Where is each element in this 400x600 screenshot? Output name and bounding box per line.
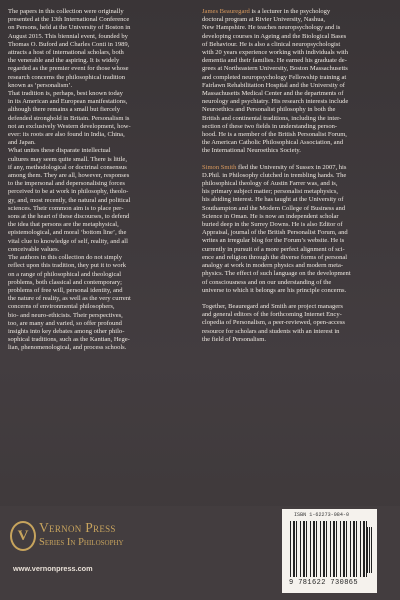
simon-smith-bio [202,164,388,295]
tradition-paragraph: That tradition is, perhaps, best known today in its American and European manifestations, although there remains a small but fiercely defended stronghold in Britain. Personalism is not an exclusively Western development, how- ever: its roots are also found in India, China, and Japan. [8,90,131,147]
closing-paragraph: Together, Beauregard and Smith are project managers and general editors of the forthcoming Internet Ency- clopedia of Personalism, a peer-reviewed, open-access resource for scholars and students with an interest in the field of Personalism. [202,302,345,343]
author-name: Simon Smith [202,163,237,171]
publisher-website: www.vernonpress.com [13,564,93,573]
bio-text: is a lecturer in the psychology doctoral program at Rivier University, Nashua, New Hampshire. He teaches neuropsychology and is developing courses in Ageing and the Biological Bases of Behaviour. He is also a clinical neuropsychologist with 20 years experience working with individuals with dementia and their families. He earned his graduate de- grees at Northeastern University, Boston Massachusetts and completed neuropsychology Fellowship training at Fairlawn Rehabilitation Hospital and the University of Massachusetts Medical Center and the departments of neurology and psychiatry. His research interests include Neuroethics and Personalist philosophy in both the British and continental traditions, including the inter- section of these two fields in understanding person- hood. He is a member of the British Personalist Forum, the American Catholic Philosophical Association, and the International Neuroethics Society. [202,8,349,155]
vernon-press-logo-icon: V [10,521,36,551]
publisher-name: Vernon Press [39,520,116,535]
intro-paragraph: The papers in this collection were originally presented at the 13th International Conference on Persons, held at the University of Boston in August 2015. This biennial event, founded by Thomas O. Buford and Charles Conti in 1989, attracts a host of international scholars, both the venerable and the aspiring. It is widely regarded as the premier event for those whose research concerns the philosophical tradition known as ‘personalism’. [8,8,131,89]
barcode-icon [290,521,367,577]
barcode-number: 9 781622 730865 [289,579,359,587]
james-beauregard-bio [202,8,388,156]
isbn-text: ISBN 1-62273-084-0 [294,512,350,518]
author-bios-column [202,8,388,344]
spacer [202,295,388,303]
unity-paragraph: What unites these disparate intellectual cultures may seem quite small. There is little, if any, methodological or doctrinal consensus among them. They are all, however, responses to the impersonal and depersonalising forces perceived to be at work in philosophy, theolo- gy, and, most recently, the natural and political sciences. Their common aim is to place per- sons at the heart of these discourses, to defend the idea that persons are the metaphysical, epistemological, and moral ‘bottom line’, the vital clue to knowledge of self, reality, and all conceivable values. [8,147,131,253]
authors-paragraph: The authors in this collection do not simply reflect upon this tradition, they put it to work on a range of philosophical and theological problems, both classical and contemporary; problems of free will, personal identity, and the nature of reality, as well as the very current concerns of environmental philosophers, bio- and neuro-ethicists. Their perspectives, too, are many and varied, so offer profound insights into key debates among other philo- sophical traditions, such as the Kantian, Hege- lian, phenomenological, and process schools. [8,254,131,352]
author-name: James Beauregard [202,8,250,15]
isbn-barcode [282,509,377,593]
spacer [202,156,388,164]
left-description-column [8,8,188,353]
price-barcode-icon [367,527,373,573]
bio-text: fled the University of Sussex in 2007, his D.Phil. in Philosophy clutched in trembling hands. The philosophical theology of Austin Farrer was, and is, his primary subject matter; personalist metaphysics, his abiding interest. He has taught at the University of Southampton and the Modern College of Business and Science in Oman. He is now an independent scholar buried deep in the Surrey Downs. He is also Editor of Appraisal, journal of the British Personalist Forum, and writes an irregular blog for the Forum’s website. He is currently in pursuit of a more perfect alignment of sci- ence and religion through the diverse forms of personal analogy at work in modern physics and modern meta- physics. The effect of such language on the development of consciousness and on our understanding of the universe to which it belongs are his principle concerns. [202,163,351,294]
series-name: Series In Philosophy [39,537,124,548]
